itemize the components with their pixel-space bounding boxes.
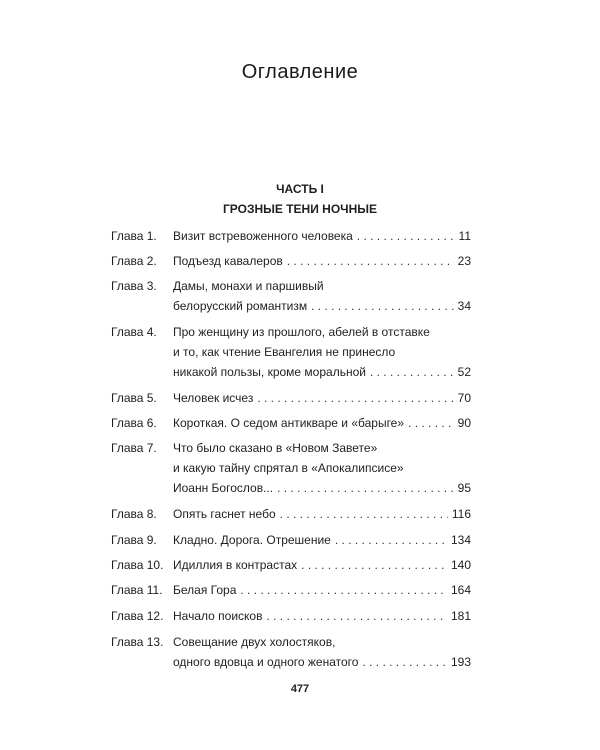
chapter-number: Глава 10. — [111, 558, 164, 572]
part-label: ЧАСТЬ I — [276, 182, 324, 196]
chapter-number: Глава 6. — [111, 416, 157, 430]
toc-entry — [111, 251, 471, 271]
chapter-title-line: Опять гаснет небо — [173, 507, 276, 521]
chapter-number: Глава 8. — [111, 507, 157, 521]
dot-leader — [357, 226, 455, 246]
chapter-title-line: Кладно. Дорога. Отрешение — [173, 533, 331, 547]
chapter-title-line: одного вдовца и одного женатого — [173, 655, 359, 669]
chapter-page-number: 52 — [457, 365, 471, 379]
chapter-title-line: Подъезд кавалеров — [173, 254, 283, 268]
chapter-title-line: Начало поисков — [173, 609, 263, 623]
chapter-page-number: 95 — [457, 481, 471, 495]
dot-leader — [362, 652, 447, 672]
toc-entry — [111, 530, 471, 550]
dot-leader — [335, 530, 447, 550]
toc-entry — [111, 504, 471, 524]
chapter-title-line: Иоанн Богослов... — [173, 481, 274, 495]
dot-leader — [408, 413, 454, 433]
part-title: ГРОЗНЫЕ ТЕНИ НОЧНЫЕ — [222, 202, 378, 216]
dot-leader — [280, 504, 448, 524]
toc-entry — [111, 632, 471, 672]
chapter-title-line: Идиллия в контрастах — [173, 558, 298, 572]
chapter-number: Глава 7. — [111, 441, 157, 455]
toc-entry — [111, 438, 471, 498]
chapter-number: Глава 9. — [111, 533, 157, 547]
chapter-title-line: и то, как чтение Евангелия не принесло — [173, 345, 396, 359]
dot-leader — [311, 296, 454, 316]
chapter-number: Глава 12. — [111, 609, 164, 623]
chapter-page-number: 70 — [457, 391, 471, 405]
toc-entry — [111, 388, 471, 408]
chapter-number: Глава 11. — [111, 583, 163, 597]
chapter-number: Глава 4. — [111, 325, 157, 339]
chapter-page-number: 34 — [457, 299, 471, 313]
chapter-page-number: 164 — [450, 583, 471, 597]
dot-leader — [266, 606, 447, 626]
chapter-page-number: 23 — [457, 254, 471, 268]
chapter-number: Глава 13. — [111, 635, 164, 649]
dot-leader — [301, 555, 447, 575]
chapter-number: Глава 1. — [111, 229, 157, 243]
toc-entry — [111, 606, 471, 626]
toc-entry — [111, 413, 471, 433]
dot-leader — [257, 388, 453, 408]
chapter-title-line: Дамы, монахи и паршивый — [173, 279, 324, 293]
chapter-page-number: 181 — [450, 609, 471, 623]
chapter-page-number: 193 — [450, 655, 471, 669]
chapter-number: Глава 5. — [111, 391, 157, 405]
table-of-contents — [111, 226, 471, 672]
page-title: Оглавление — [241, 61, 359, 83]
chapter-title-line: никакой пользы, кроме моральной — [173, 365, 366, 379]
chapter-title-line: и какую тайну спрятал в «Апокалипсисе» — [173, 461, 404, 475]
chapter-title-line: белорусский романтизм — [173, 299, 308, 313]
page-number: 477 — [290, 683, 310, 695]
chapter-title-line: Совещание двух холостяков, — [173, 635, 336, 649]
chapter-title-line: Белая Гора — [173, 583, 237, 597]
chapter-title-line: Визит встревоженного человека — [173, 229, 353, 243]
dot-leader — [277, 478, 454, 498]
chapter-title-line: Про женщину из прошлого, абелей в отставке — [173, 325, 430, 339]
toc-entry — [111, 322, 471, 382]
chapter-page-number: 11 — [458, 229, 471, 243]
toc-entry — [111, 555, 471, 575]
dot-leader — [370, 362, 454, 382]
toc-entry — [111, 580, 471, 600]
chapter-page-number: 116 — [451, 507, 471, 521]
dot-leader — [287, 251, 454, 271]
chapter-number: Глава 3. — [111, 279, 157, 293]
chapter-title-line: Что было сказано в «Новом Завете» — [173, 441, 378, 455]
chapter-title-line: Короткая. О седом антикваре и «барыге» — [173, 416, 405, 430]
chapter-page-number: 134 — [450, 533, 471, 547]
chapter-page-number: 140 — [450, 558, 471, 572]
dot-leader — [240, 580, 447, 600]
chapter-number: Глава 2. — [111, 254, 157, 268]
chapter-page-number: 90 — [457, 416, 471, 430]
chapter-title-line: Человек исчез — [173, 391, 254, 405]
toc-entry — [111, 226, 471, 246]
toc-entry — [111, 276, 471, 316]
